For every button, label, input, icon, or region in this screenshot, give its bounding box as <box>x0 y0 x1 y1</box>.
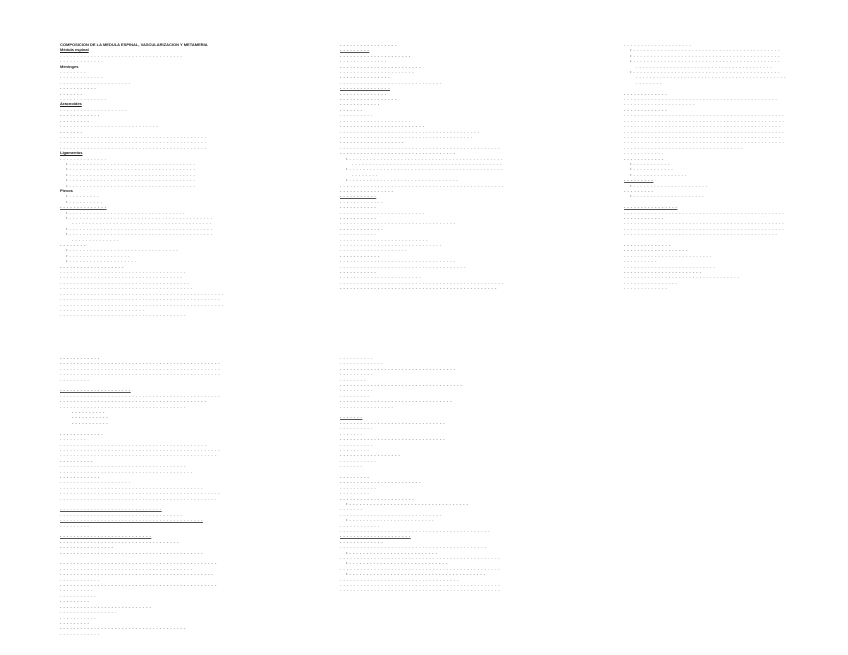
text-line: - - - - - - - - - - - - - - - - - - - - <box>340 247 408 253</box>
text-line: - - - - - - - - - - - - - - - - - - - - - - - - - - - - - - - <box>340 419 446 425</box>
text-line: - - - - - - - - - - - - - - - - - - - - - - - - - - - - - - - <box>340 436 446 442</box>
text-line: - - - - - - - - - <box>340 473 370 479</box>
column-bottom-middle-lines <box>340 355 512 593</box>
text-line: - - - - - - - - - - <box>340 441 373 447</box>
text-line: - - - - - - - - - - - - - - - - - - - - - - - - - - - - - - - - - - - - - - - - - - - - - - - <box>60 371 221 377</box>
text-line: - - - - - - - - - - - - - - - - - - - - - <box>60 387 131 393</box>
text-line: • - - - - - - - - - - - - - - - - - - - - - - - - - - - - - - - - - - - - - - - - - - - - - <box>340 166 508 171</box>
text-line: - - - - - - - - - - - - - - - - - - - - - - - - - - - - - - - - - - - - - - - - - - - - - - - - <box>60 301 224 307</box>
text-line: - - - - - - - - - <box>340 446 370 452</box>
text-line: - - - - - - - - - - - - - - - - - - - - - - - - - - <box>340 236 428 242</box>
text-line: - - - - - - - - - - - - - - - - - - - - - - - - - - - - - - - - - - <box>624 274 740 280</box>
text-line: - - - - - - - - - - <box>340 112 373 118</box>
text-line: - - - - - - - - - - - - - - <box>340 90 387 96</box>
text-line: - - - - - - - - - - - <box>340 484 377 490</box>
text-line: - - - - - - - - - - - - - - - - - - - - - - - - - - - - - - - - - - - - - - - <box>340 133 473 139</box>
text-line: - - - - - - - - - - - - - - <box>340 58 387 64</box>
text-line: - - - - - - - - - - - - - - - - - - - - - - - - - - - - - - - - - - <box>340 220 456 226</box>
text-line: - - - - - - - - - - - - <box>624 150 664 156</box>
text-line: - - - - - - - - - - - - - - - - - - - - - - - - - - - - - - - - - - - - - - - - - - - - - - - <box>340 582 501 588</box>
text-line: - - - - - - - - - - - - - - - - - - - - - - - - - - - - - - - - - - - - - <box>60 463 186 469</box>
text-line: - - - - - - - - - - <box>624 258 657 264</box>
text-line: - - - - - - - - - - - - - - - - - - - - - - - - - - - - - - - - - - - - - - - - - - - - - - - <box>624 220 785 226</box>
text-line: - - - - - - - - - - - - <box>60 473 100 479</box>
text-line: - - - - - - - - - - - - - - - - - - - - - - - - - - - - - - - - - - - - - - - - - - - - - - - - <box>340 279 504 285</box>
text-line: - - - - - - - - - - - <box>340 269 377 275</box>
text-line: - - - - - - - - - - - - - - - - - - - - - - - - - - - - - - - - - - - - - - <box>60 279 190 285</box>
text-line: Ligamentos <box>60 150 83 156</box>
text-line: - - - - - - - - - <box>60 117 90 123</box>
text-line: • - - - - - - - - - - - - - - - - - - - - - - - - - - - - - - - - - - - <box>340 501 512 506</box>
text-line: - - - - - - - - - - - - - - - - - - - - - - - - - - - - - - - - - - - <box>340 576 459 582</box>
text-line: - - - - - - - - - - - - - - - - - - - - - - - - - - - - - - - - - - - - - - - - - - - - - - - <box>624 139 785 145</box>
text-line: - - - - - - - - - - - - - - - - - - - - - - - - - - - - - - - - - - - - - - - - <box>636 63 773 69</box>
text-line: - - - - - - - - - - - - - - - - - - - - - - - - - - - - - - - - - - - - - - - - - - - - - - - <box>624 225 785 231</box>
text-line: - - - - - - - - - - - - - - - - - - - - - - - - - - - - - - - - - - - - - - - - - - - - <box>636 74 786 80</box>
text-line: - - - - - - - - - - - - - - - - - - - - - - - - - - <box>624 252 712 258</box>
text-line: - - - - - - - - - - - - - - - - - - - - - - - - - - - - - - - - - - - - - - - - - - - - - - - <box>340 587 501 593</box>
text-line: • - - - - - - - - - - - - - - - - <box>624 172 794 177</box>
text-line: - - - - - - - - - - - - - <box>340 225 384 231</box>
text-line: - - - - - - - - - - - - - <box>340 538 384 544</box>
text-line: - - - - - - - - <box>60 69 86 75</box>
text-line: - - - - - - - - - - - - - - - - - - - - - - - - - - - - - - - - - - - - - - - - - - - <box>340 544 487 550</box>
text-line: - - - - - - - - - - - - - - - - - - - - - - - - - - - - - - - - - - <box>340 258 456 264</box>
text-line: - - - - - - - - - - - - - - - - - - - - - - - - - - - - - - - - - - <box>340 365 456 371</box>
text-line: - - - - - - - - - - - - - - - - - <box>340 96 397 102</box>
column-top-right-lines <box>624 42 794 291</box>
text-line: • - - - - - - - - - - - - - - - - - - <box>60 253 238 258</box>
text-line: • - - - - - - - - - - - - - - - - - - - - - - - - - - - - - - - - - - - - - - - - - - - - - <box>340 156 508 161</box>
text-line: - - - - - - - - - - - - - - - - - - - - - - - - - - - - - - - - - - - - - - - - - - - - - - <box>340 285 497 291</box>
text-line: - - - - - - - - - - - <box>60 614 97 620</box>
text-line: - - - - - - - - - - - - - - - - - - - - - - - - - - - - - - - - - - - - - - - - - - - <box>60 133 207 139</box>
text-line: - - - - - - - - - - - <box>72 419 109 425</box>
text-line: • - - - - - - - - - - - - - - - - - - - - - - - - - <box>340 517 512 522</box>
column-bottom-left <box>60 355 250 636</box>
text-line: - - - - - - - - - - - - - - - - - - - - - - - - - - - - - - - - - - - - - - - - - - - - <box>352 160 502 166</box>
text-line: - - - - - - - - - - - - - - - - - - - - - - - - - - - - - - - - - - - - - - - - - - - - <box>340 528 490 533</box>
text-line: - - - - - - - <box>60 128 83 134</box>
text-line: - - - - - - - - - - - - - - - - - - - - - - - - - - - <box>60 603 152 609</box>
text-line: - - - - - - - - - - - - <box>340 101 380 107</box>
column-top-middle <box>340 42 508 291</box>
text-line: - - - - - - - - - - - - - - - - - - - - - - - - - <box>340 123 425 129</box>
text-line: - - - - - - - - - - - - - - - - - - - - - <box>624 101 695 107</box>
text-line: - - - - - - - - - - <box>340 371 373 377</box>
text-line: - - - - - - - - - - - - - - - - - - - <box>340 139 404 145</box>
text-line: - - - - - - - <box>340 463 363 469</box>
text-line: - - - - - - - - - - - - - - - - - - - - - - - - - - - - - - - - - - - - - - - <box>60 468 193 474</box>
text-line: - - - - - - - - - - - - - - - - - - - - - - - - - - - - - - - - - - - - - - - - - - - - - <box>624 231 778 237</box>
text-line: - - - - - - - - - <box>340 392 370 398</box>
text-line: - - - - - - - - - - - - - - - - - - - - - - - - - - - - - - - - - - - - - - - - - <box>72 220 212 226</box>
text-line: - - - - - - - - - - - - - - <box>60 204 107 210</box>
text-line: - - - - - - - - - - - <box>72 414 109 420</box>
text-line: - - - - - - - - - - - - - - - - - - - - - - - - - - - - - - - - - - - - <box>60 274 183 280</box>
text-line: - - - - - - - - - - - - - - - - - - - - - - - - - - - - - - - - - - - - - - - - - - - - - - - <box>624 112 785 118</box>
text-line: - - - - - - - - - - - - - - - - - - - - - - - - - - - - - - - - - - - - - - - - - <box>340 128 480 134</box>
text-line: - - - - - - - - - - - - - - - - <box>340 187 394 193</box>
text-line: - - - - - - - - - - - - - <box>624 106 668 112</box>
text-line: • - - - - - - - - - - - - - - - - - - - - - - - - - - <box>340 550 512 555</box>
text-line: - - - - - - - - - - - - - - - - - - - - - - - - - <box>60 306 145 312</box>
text-line: - - - - - - - - - - - <box>60 85 97 91</box>
text-line: - - - - - - - - - - - <box>340 204 377 210</box>
text-line: - - - - - - - - - - - - - - - - - - - - - - - - <box>340 274 422 280</box>
text-line: - - - - - - - <box>340 430 363 436</box>
text-line: - - - - - - - - - - - - - - - - - - - - - - - - - - - - - - - - - - - - - - - - - - <box>60 517 204 523</box>
text-line: • - - - - - - - - - - - - - - - - - - - - - - - - - - - - - - - - - - - - - - - - - - - <box>624 58 794 63</box>
text-line: • - - - - - - - - - - - - - - - - - - - - <box>60 258 238 263</box>
text-line: Aracnoides <box>60 101 82 107</box>
text-line: - - - - - - - - - - - - - - - - - - - - - - - - - - - - - - - - - - - - - - - - - - - - - - - <box>60 490 221 496</box>
text-line: • - - - - - - - - - - - - - - - - - - - - - - - - - - - - - - - - <box>340 177 508 182</box>
text-line: - - - - - - - - - - - - - - - - - - - - <box>60 106 128 112</box>
text-line: - - - - - - - - - - - - - - - - - - - - - - - - - - - - - - - - - - - - - - - - - - - - - - - <box>340 565 501 571</box>
text-line: - - - - - - - - - - - - - <box>60 430 104 436</box>
text-line: - - - - - - - - - <box>60 598 90 604</box>
text-line: - - - - - - - - - - <box>72 409 105 415</box>
text-line: - - - - - - - - - - - - - - - - - - - - - - - - - - - - - - - - - - - <box>60 538 179 544</box>
text-line: - - - - - - - - - - - - - - - - - - - - - - - - - - - - - - - - - - - - - - - - - - - <box>60 398 207 404</box>
text-line: - - - - - - - - - - - - - - - - - - - - - <box>340 117 411 123</box>
text-line: • - - - - - - - - - - - - - - - - - - - - - - - - - - - - - - - - - - - - - - - - - - <box>60 231 238 236</box>
text-line: - - - - - - - - - - - - - - - - - - - - - - - - <box>340 63 422 69</box>
text-line: • - - - - - - - - - - - - - - - - - - - - - - - - - - - - - - - - - - - - - - - - - - - <box>624 47 794 52</box>
text-line: - - - - - - - - - - - - - - - - - - - - - - - - - - - - - - - - - - - <box>624 144 743 150</box>
text-line: - - - - - - - - - - - - - - - - - - - - - - - - - - - - - - - - - - - - - - - - - - - - - - - <box>624 117 785 123</box>
column-top-right <box>624 42 794 291</box>
text-line: - - - - - - - - - <box>60 376 90 382</box>
text-line: - - - - - - - - - - - <box>60 592 97 598</box>
text-line: - - - - - - - - - - - - - - - - - - - - - - - - - - - - - - - - - - - - - - - - - - - - - - <box>624 133 781 139</box>
column-top-left <box>60 42 238 318</box>
text-line: - - - - - - - - - - - - - - - - - - - - - - - - - - - - - - - - - - - - - - - - - - - - - - <box>60 560 217 566</box>
text-line: - - - - - - - - - - - - - - - - - - - - - - - - - - - - - - - - - - - - - <box>340 263 466 269</box>
text-line: - - - - - - - - - - - <box>340 457 377 463</box>
page-title: COMPOSICION DE LA MEDULA ESPINAL, VASCULARIZACION Y METAMERIA <box>60 42 208 47</box>
text-line: - - - - - - - - - - - - <box>60 630 100 636</box>
text-line: - - - - - - - - - - - - - - - - - - - - - <box>60 79 131 85</box>
text-line: • - - - - - - - - - - - - - - - - - - - - - - - - - - - - - <box>340 560 512 565</box>
text-line: - - - - - - - - - - <box>340 355 373 360</box>
text-line: - - - - - - - - - - - - - - - <box>340 85 391 91</box>
text-line: - - - - - - - <box>340 106 363 112</box>
column-top-left-lines <box>60 47 238 317</box>
text-line: • - - - - - - - - - - - - - - - - - - - - - <box>624 193 794 198</box>
text-line: - - - - - - - <box>340 414 363 420</box>
text-line: - - - - - - - - - - - - - - - - - - - - - - - - - - - <box>624 263 716 269</box>
text-line: - - - - - - - - - - - - - - - - - - - - - - - - - - - - - - - - - - - - - - - <box>60 565 193 571</box>
text-line: - - - - - - - - - - - - - - - - - - - - - - - - - - - - - - - - - - - - <box>60 52 183 58</box>
text-line: • - - - - - - - - - - - - - - - - - - - - - - - - - - - - - - - - - - - - - - - - - - - <box>624 53 794 58</box>
text-line: - - - - - - - - - - - - <box>60 112 100 118</box>
text-line: - - - - - - - - - - - - - - - - - - - - - - - - - - - - - - <box>340 79 442 85</box>
text-line: - - - - - - - - - - - - - - - - - - - - - <box>340 52 411 58</box>
text-line: - - - - - - - - - - - - - - - - - <box>340 42 397 47</box>
text-line: • - - - - - - - - - - <box>60 199 238 204</box>
text-line: • - - - - - - - - - - - - - - - - - - - - - - - - - - - - - - - - - - - - - <box>60 172 238 177</box>
text-line: - - - - - - - - - - - - - - - - - - - - - - - - - - - - - - - - - - - - - - - - - - - - - - <box>60 452 217 458</box>
text-line: - - - - - - - - - - - - <box>60 576 100 582</box>
text-line: - - - - - - - - - - - - - - - - - - - - - - - - - - - - - - - - - - - - - - - - - - - - - - - <box>60 365 221 371</box>
text-line: - - - - - - - - - - - - - - - - - - - - - - - - - - - - - - - - - - - - - - - - - - - - - - <box>60 495 217 501</box>
column-top-middle-lines <box>340 42 508 291</box>
text-line: - - - - - - - - - - - - - - - - - - - - - - - - - - - - - - - - - - - - - - - - - - - <box>60 139 207 145</box>
text-line: - - - - - - - - - - - - - - - - - - - - - - <box>340 69 415 75</box>
text-line: - - - - - - - - - - - - - - - - - - - - - - - - - - - - - - - - - <box>340 398 453 404</box>
text-line: - - - - - - - - - <box>340 47 370 53</box>
text-line: - - - - - - - - - - - - - - - - - - - - - <box>60 479 131 485</box>
text-line: • - - - - - - - - - <box>60 193 238 198</box>
text-line: - - - - - - - - - - - <box>340 231 377 237</box>
text-line: - - - - - - - - - - - - - - - - - - - <box>60 263 124 269</box>
text-line: - - - - - - - - - - - - - - - - <box>340 403 394 409</box>
text-line: - - - - - - - - - - - - - - - - - - - - - - - - - - - - - - <box>340 511 442 517</box>
text-line: - - - - - - - - - - - - - - <box>624 242 671 248</box>
text-line: - - - - - - - - - - - - - - - - - - - <box>624 247 688 253</box>
text-line: - - - - - - - - - - - - <box>340 252 380 258</box>
text-line: - - - - - - - - - - - - - <box>624 285 668 291</box>
text-line: - - - - - - - - - - - - - - - - - - - - - - - <box>624 269 702 275</box>
text-line: - - - - - - - - - - - - - - - - - - - - - - - - - - - - - - - - - - - - - - - - - - - - - - - <box>60 296 221 302</box>
text-line: - - - - - - - - - - - - - - - - - - - - - - - - - - - - - - - - - - - - - - - - - - - <box>60 441 207 447</box>
text-line: - - - - - - - - - - - - - - - - <box>624 204 678 210</box>
text-line: - - - - - - - - - - - - - - - - <box>624 279 678 285</box>
text-line: - - - - - - - - - - - <box>340 215 377 220</box>
text-line: - - - - - - - - - - - - - - <box>60 96 107 102</box>
text-line: - - - - - - - - <box>352 171 378 177</box>
text-line: - - - - - - - - - - - - - - - - - - - - - - - - - - - - - - - - - - - - - <box>60 403 186 409</box>
text-line: - - - - - - - - - - - - - - - - - - - - - - - - - - - - - - - - - - - - - - - - - - - <box>60 144 207 150</box>
text-line: - - - - - - - - - - - - - - - - - - - - - - - - - - - - - - - - - - - - - - - - - - - - - - - <box>624 209 785 215</box>
text-line: - - - - - - - - - - - - - - - - - - - - - - - - - - - - - - - - - - - - - <box>60 312 186 318</box>
text-line: - - - - - - - - - - - - - - - - - - - - - - - - - - - - - - - - - - - - - - - - - - - - - - - <box>624 128 785 134</box>
text-line: - - - - - - - - - <box>624 177 654 183</box>
column-bottom-middle <box>340 355 512 593</box>
text-line: - - - - - - - <box>60 90 83 96</box>
text-line: - - - - - - - - - - - - - - - - - - - - - - - - - - - - - - - - - - - - - <box>60 269 186 275</box>
text-line: - - - - - - - - <box>60 436 86 442</box>
text-line: - - - - - - - - <box>636 79 662 85</box>
text-line: • - - - - - - - - - - - - - - - - - - - - - - - - - - - - - - - - - - - - - - - - <box>340 571 512 576</box>
text-line: - - - - - - - - - - - - - - - - - - - - - - - - - - - - - - - - - - - - - <box>60 625 186 631</box>
text-line: - - - - - - - - - - - - - - - - - - - - - - - - - - - - - - - - - - - - - - - - - - - - - <box>624 96 778 102</box>
text-line: - - - - - - - - - <box>60 619 90 625</box>
text-line: - - - - - - - - - - - - - - - - - - - - - - - - - - - - - - - - - - - - - - - - - - - - - - - - <box>340 182 504 188</box>
text-line: • - - - - - - - - - - - - - - - - - - - - - - - - - - - - - - - - <box>60 247 238 252</box>
text-line: - - - - - - - - - - - - <box>60 355 100 360</box>
text-line: - - - - - - - - - - - - - - - - - - - - - - - - - - - - - - - - - - - - - - - <box>60 285 193 291</box>
text-line: - - - - - - - - - - - - - - - - - - - - - - - - - - - - - - - - - - - - - - - - - - - - - - - <box>340 144 501 150</box>
text-line: - - - - - - - <box>340 506 363 512</box>
text-line: • - - - - - - - - - - - - - - - - - - - - - - - - - - - - - - - - - - - - - <box>60 166 238 171</box>
text-line: - - - - - - - - - <box>624 187 654 193</box>
text-line: - - - - - - - - - - - - - - - - - - <box>340 452 401 458</box>
text-line: - - - - - - - - - - - - - - - - - - - - - - - - - - - - - - - - - - - - - - - - - - - - - - - <box>340 555 501 561</box>
text-line: - - - - - - - - - - - - - - - - - - - - - - - - - - - - - - - - - - - - - - - - - - <box>60 484 204 490</box>
text-line: - - - - - - - - - - - - - - - - - - - - - - - - - - - - - - - - - - - - - - - - - - - - - - - - <box>60 290 224 296</box>
text-line: • - - - - - - - - - - - - <box>624 166 794 171</box>
text-line: - - - - - - - - - - - - - - - <box>340 74 391 80</box>
text-line: - - - - - - - - - - <box>60 457 93 463</box>
text-line: Médula espinal <box>60 47 89 53</box>
text-line: - - - - - - - - - - - - <box>624 155 664 161</box>
text-line: - - - - - - - - - - - - <box>624 215 664 220</box>
text-line: - - - - - - - - - - - - - - - - - - - - - <box>340 533 411 539</box>
text-line: - - - - - - - - - - - - - - - - - - - - - - <box>340 495 415 501</box>
text-line: - - - - - - - - - - - - - - <box>60 155 107 161</box>
text-line: - - - - - - - - - - - - - <box>340 360 384 366</box>
text-line: • - - - - - - - - - - - - - - - - - - - - - - <box>624 183 794 188</box>
text-line: - - - - - - - - - - - - - - - - - - - - - - - - - - - - - - - - - - - - - - - - - - - - - - - <box>60 360 221 366</box>
text-line: - - - - - - - - - - - - - - - - - - - - - - - - - - - - - - - - - - - - - - - - - - <box>60 549 204 555</box>
text-line: - - - - - - - - - - - - - - - - - - - - - - - - - - - - - - - - - - - - <box>340 382 463 388</box>
text-line: - - - - - - - - - - <box>60 587 93 593</box>
text-line: - - - - - - - - - - <box>340 387 373 393</box>
text-line: - - - - - - - - - - - - - - - - - - - - - - - - - - - - - - - - - - - - - - - - - - - - - - <box>624 123 781 129</box>
column-bottom-left-lines <box>60 355 250 636</box>
text-line: • - - - - - - - - - - - - - - - - - - - - - - - - - - - - - - - - - - - - - <box>60 183 238 188</box>
text-line: - - - - - - - - - - - - - - - - - - - - - - - - - - - <box>60 533 152 539</box>
text-line: - - - - - - - - - - - - <box>340 522 380 528</box>
text-line: - - - - - - - - <box>60 242 86 248</box>
text-line: - - - - - - - - - <box>60 522 90 528</box>
text-line: - - - - - - - - - - - - - - <box>72 236 119 242</box>
text-line: Meninges <box>60 63 79 69</box>
text-line: - - - - - - - - - - - - - - - - - <box>60 609 117 615</box>
text-line: • - - - - - - - - - - - - - - - - - - - - - - - - - - - - - - - - - - - - - <box>60 161 238 166</box>
text-line: - - - - - - - - - - - - - - - - - - - - - - - - - - - - - - - - - - - - <box>60 511 183 517</box>
text-line: - - - - - - - - - - - - - - - - - - - - - - - - - - - - - - <box>60 506 162 512</box>
text-line: - - - - - - - - - - - - - - - - - - - - - - - - - - - - - - - - - - - - - - - - - - - - - - - <box>60 446 221 452</box>
text-line: Plexos <box>60 187 73 193</box>
text-line: - - - - - - - - - - - - - - - - - - - - - - - - - - - - - - - - - - <box>340 150 456 156</box>
text-line: - - - - - - - - <box>340 376 366 382</box>
text-line: - - - - - - - - - - - - - - - - - - - - - - - - - - - - - - <box>340 242 442 248</box>
text-line: - - - - - - - - - - - - - <box>60 58 104 64</box>
text-line: - - - - - - - - - - - - - - - - - - - - - - - - <box>340 479 422 485</box>
text-line: • - - - - - - - - - - - - - - - - - - - - - - - - - - - - - - - - - - - - - - - - - - <box>60 226 238 231</box>
text-line: - - - - - - - - - - - - - - - - - - - - - - - - - - - - - - - - - - - - - - - - - - - - - - - <box>60 392 221 398</box>
text-line: - - - - - - - - - - - - - - - - - - - - - - - - - <box>340 209 425 215</box>
text-line: - - - - - - - - - - - - - <box>624 90 668 96</box>
text-line: - - - - - - - - - - - - - <box>60 74 104 80</box>
text-line: - - - - - - - - - - - - - <box>340 198 384 204</box>
text-line: - - - - - - - - - - - - - - - - - - - - <box>624 42 692 47</box>
text-line: • - - - - - - - - - - - - - - - - - - - - - - - - - - - - - - - - - - - - - <box>60 177 238 182</box>
text-line: • - - - - - - - - - - - - - - - - - - - - - - - - - - - - - - - - - - - - - - - - - - <box>60 215 238 220</box>
text-line: - - - - - - - - - - - <box>340 193 377 199</box>
text-line: - - - - - - - - - - - - - - - - <box>60 544 114 550</box>
text-line: • - - - - - - - - - - - - - - - - - - - - - - - - - - - - - - - - - - <box>60 210 238 215</box>
text-line: - - - - - - - - - - - - - - - - - - - - - - - - - - - - - - - - - - - - - - - - - - - - - - <box>60 582 217 588</box>
text-line: - - - - - - - - - - - - - - - - - - - - - - - - - - - - - <box>60 123 159 129</box>
text-line: - - - - - - - - - - <box>340 425 373 431</box>
text-line: • - - - - - - - - - - - - - - - - - - - - - - - - - - - - - - - - - - - - - - - - - - - <box>624 69 794 74</box>
text-line: - - - - - - - - - <box>340 490 370 496</box>
text-line: • - - - - - - - - - - - <box>624 161 794 166</box>
text-line: - - - - - - - - - - - - - - - - - - - - - - - - - - - - - - - - - - - - - - - - - - - - - <box>60 571 214 577</box>
